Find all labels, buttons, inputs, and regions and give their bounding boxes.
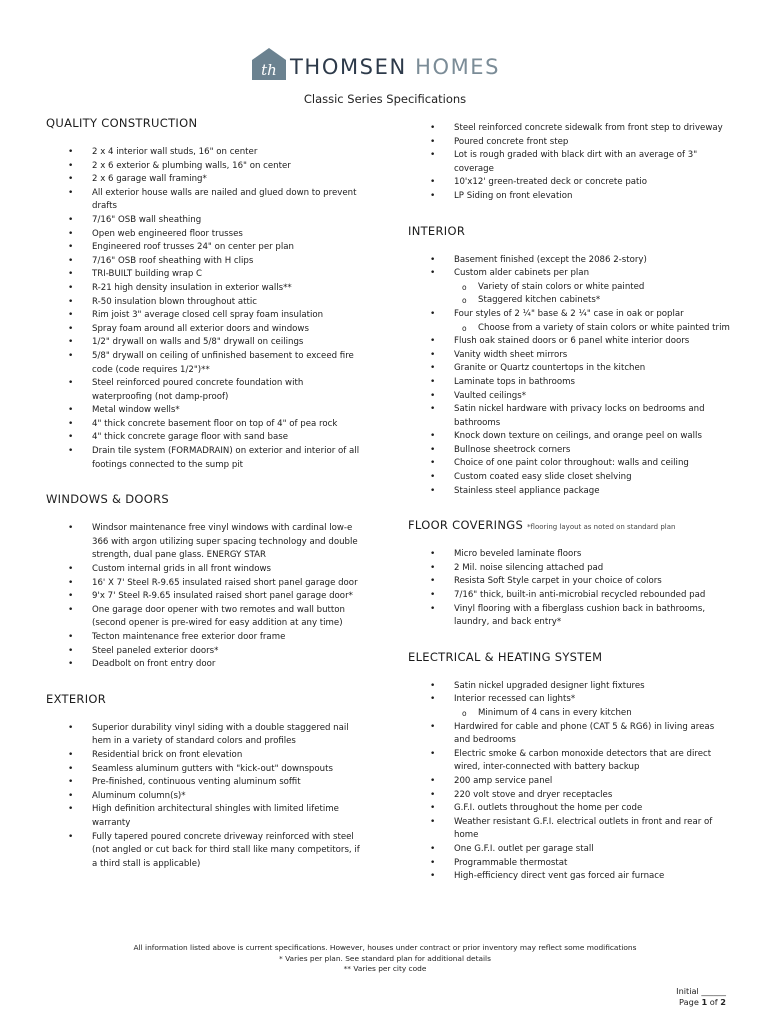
list-item: • 5/8" drywall on ceiling of unfinished basement to exceed fire code (code requires 1/2")** bbox=[46, 350, 366, 377]
logo-letters: th bbox=[261, 61, 277, 79]
page-of: of bbox=[707, 997, 721, 1007]
floor-list bbox=[408, 548, 732, 630]
list-item: • 7/16" OSB roof sheathing with H clips bbox=[46, 255, 366, 269]
list-item: • Flush oak stained doors or 6 panel white interior doors bbox=[408, 335, 732, 349]
page-prefix: Page bbox=[679, 997, 702, 1007]
floor-title-note: *flooring layout as noted on standard plan bbox=[527, 523, 676, 532]
initial-and-page bbox=[676, 986, 726, 1008]
list-item: • Granite or Quartz countertops in the kitchen bbox=[408, 362, 732, 376]
section-title-interior: INTERIOR bbox=[408, 223, 466, 238]
list-item: • Steel reinforced poured concrete foundation with waterproofing (not damp-proof) bbox=[46, 377, 366, 404]
sub-list-item: o Minimum of 4 cans in every kitchen bbox=[408, 707, 732, 721]
footer-city-note: ** Varies per city code bbox=[343, 964, 427, 974]
exterior-list bbox=[46, 722, 366, 872]
list-item: • Four styles of 2 ¼" base & 2 ¼" case in oak or poplar bbox=[408, 308, 732, 322]
list-item: • Engineered roof trusses 24" on center per plan bbox=[46, 241, 366, 255]
list-item: • 2 x 6 exterior & plumbing walls, 16" on center bbox=[46, 160, 366, 174]
list-item: • Resista Soft Style carpet in your choice of colors bbox=[408, 575, 732, 589]
list-item: • Interior recessed can lights* bbox=[408, 693, 732, 707]
list-item: • Vaulted ceilings* bbox=[408, 390, 732, 404]
list-item: • Laminate tops in bathrooms bbox=[408, 376, 732, 390]
list-item: • Satin nickel hardware with privacy locks on bedrooms and bathrooms bbox=[408, 403, 732, 430]
sub-list-item: o Variety of stain colors or white painted bbox=[408, 281, 732, 295]
list-item: • 200 amp service panel bbox=[408, 775, 732, 789]
list-item: • Vinyl flooring with a fiberglass cushion back in bathrooms, laundry, and back entry* bbox=[408, 603, 732, 630]
list-item: • Lot is rough graded with black dirt with an average of 3" coverage bbox=[408, 149, 732, 176]
list-item: • Knock down texture on ceilings, and orange peel on walls bbox=[408, 430, 732, 444]
list-item: • G.F.I. outlets throughout the home per code bbox=[408, 802, 732, 816]
floor-title-text: FLOOR COVERINGS bbox=[408, 518, 524, 533]
list-item: • Fully tapered poured concrete driveway reinforced with steel (not angled or cut back for third stall like many competitors, if a third stall is applicable) bbox=[46, 831, 366, 872]
list-item: • 2 x 4 interior wall studs, 16" on center bbox=[46, 146, 366, 160]
page-indicator bbox=[676, 997, 726, 1008]
list-item: • Custom coated easy slide closet shelving bbox=[408, 471, 732, 485]
list-item: • LP Siding on front elevation bbox=[408, 190, 732, 204]
list-item: • Basement finished (except the 2086 2-story) bbox=[408, 254, 732, 268]
exterior-continued-list bbox=[408, 122, 732, 204]
quality-list bbox=[46, 146, 366, 472]
list-item: • TRI-BUILT building wrap C bbox=[46, 268, 366, 282]
list-item: • Open web engineered floor trusses bbox=[46, 228, 366, 242]
list-item: • 10'x12' green-treated deck or concrete patio bbox=[408, 176, 732, 190]
list-item: • 7/16" OSB wall sheathing bbox=[46, 214, 366, 228]
list-item: • Rim joist 3" average closed cell spray foam insulation bbox=[46, 309, 366, 323]
list-item: • High definition architectural shingles with limited lifetime warranty bbox=[46, 803, 366, 830]
list-item: • Steel paneled exterior doors* bbox=[46, 645, 366, 659]
list-item: • Custom alder cabinets per plan bbox=[408, 267, 732, 281]
page-number: 1 bbox=[701, 997, 708, 1007]
list-item: • Windsor maintenance free vinyl windows with cardinal low-e 366 with argon utilizing super spacing technology and double strength, dual pane glass. ENERGY STAR bbox=[46, 522, 366, 563]
list-item: • Weather resistant G.F.I. electrical outlets in front and rear of home bbox=[408, 816, 732, 843]
list-item: • Vanity width sheet mirrors bbox=[408, 349, 732, 363]
list-item: • Choice of one paint color throughout: walls and ceiling bbox=[408, 457, 732, 471]
list-item: • High-efficiency direct vent gas forced air furnace bbox=[408, 870, 732, 884]
section-title-exterior: EXTERIOR bbox=[46, 691, 107, 706]
list-item: • Drain tile system (FORMADRAIN) on exterior and interior of all footings connected to the sump pit bbox=[46, 445, 366, 472]
list-item: • Programmable thermostat bbox=[408, 857, 732, 871]
footer-disclaimer: All information listed above is current specifications. However, houses under contract or prior inventory may reflect some modifications bbox=[133, 943, 637, 952]
list-item: • 7/16" thick, built-in anti-microbial recycled rebounded pad bbox=[408, 589, 732, 603]
list-item: • 4" thick concrete basement floor on top of 4" of pea rock bbox=[46, 418, 366, 432]
section-title-windows: WINDOWS & DOORS bbox=[46, 492, 169, 507]
list-item: • Metal window wells* bbox=[46, 404, 366, 418]
sub-list-item: o Staggered kitchen cabinets* bbox=[408, 294, 732, 308]
windows-list bbox=[46, 522, 366, 672]
document-title: Classic Series Specifications bbox=[303, 92, 467, 106]
list-item: • R-50 insulation blown throughout attic bbox=[46, 296, 366, 310]
list-item: • R-21 high density insulation in exterior walls** bbox=[46, 282, 366, 296]
list-item: • 220 volt stove and dryer receptacles bbox=[408, 789, 732, 803]
list-item: • 2 Mil. noise silencing attached pad bbox=[408, 562, 732, 576]
list-item: • One garage door opener with two remotes and wall button (second opener is pre-wired for easy addition at any time) bbox=[46, 604, 366, 631]
brand-part2: HOMES bbox=[415, 55, 501, 79]
list-item: • 4" thick concrete garage floor with sand base bbox=[46, 431, 366, 445]
list-item: • Residential brick on front elevation bbox=[46, 749, 366, 763]
list-item: • One G.F.I. outlet per garage stall bbox=[408, 843, 732, 857]
list-item: • Stainless steel appliance package bbox=[408, 485, 732, 499]
electrical-list bbox=[408, 680, 732, 884]
list-item: • Poured concrete front step bbox=[408, 136, 732, 150]
list-item: • Electric smoke & carbon monoxide detectors that are direct wired, inter-connected with battery backup bbox=[408, 748, 732, 775]
list-item: • Spray foam around all exterior doors and windows bbox=[46, 323, 366, 337]
footer-plan-note: * Varies per plan. See standard plan for additional details bbox=[279, 953, 491, 963]
list-item: • Pre-finished, continuous venting aluminum soffit bbox=[46, 776, 366, 790]
section-title-quality: QUALITY CONSTRUCTION bbox=[46, 116, 198, 130]
brand-part1: THOMSEN bbox=[290, 55, 407, 79]
list-item: • Tecton maintenance free exterior door frame bbox=[46, 631, 366, 645]
brand-name bbox=[290, 55, 500, 79]
list-item: • Superior durability vinyl siding with a double staggered nail hem in a variety of standard colors and profiles bbox=[46, 722, 366, 749]
section-title-floor bbox=[408, 518, 732, 532]
list-item: • Satin nickel upgraded designer light fixtures bbox=[408, 680, 732, 694]
list-item: • 1/2" drywall on walls and 5/8" drywall on ceilings bbox=[46, 336, 366, 350]
list-item: • Micro beveled laminate floors bbox=[408, 548, 732, 562]
initial-field: Initial ______ bbox=[676, 986, 726, 996]
list-item: • 16' X 7' Steel R-9.65 insulated raised short panel garage door bbox=[46, 577, 366, 591]
list-item: • Deadbolt on front entry door bbox=[46, 658, 366, 672]
interior-list bbox=[408, 254, 732, 499]
list-item: • Bullnose sheetrock corners bbox=[408, 444, 732, 458]
footer-notes bbox=[0, 943, 770, 975]
list-item: • All exterior house walls are nailed and glued down to prevent drafts bbox=[46, 187, 366, 214]
sub-list-item: o Choose from a variety of stain colors or white painted trim bbox=[408, 322, 732, 336]
list-item: • 9'x 7' Steel R-9.65 insulated raised short panel garage door* bbox=[46, 590, 366, 604]
thomsen-logo-icon bbox=[252, 48, 286, 80]
right-column bbox=[408, 122, 732, 904]
list-item: • Aluminum column(s)* bbox=[46, 790, 366, 804]
list-item: • Seamless aluminum gutters with "kick-out" downspouts bbox=[46, 763, 366, 777]
list-item: • Hardwired for cable and phone (CAT 5 & RG6) in living areas and bedrooms bbox=[408, 721, 732, 748]
left-column bbox=[46, 116, 366, 891]
page-total: 2 bbox=[720, 997, 726, 1007]
header bbox=[0, 46, 770, 86]
list-item: • Steel reinforced concrete sidewalk from front step to driveway bbox=[408, 122, 732, 136]
list-item: • 2 x 6 garage wall framing* bbox=[46, 173, 366, 187]
list-item: • Custom internal grids in all front windows bbox=[46, 563, 366, 577]
section-title-electrical: ELECTRICAL & HEATING SYSTEM bbox=[408, 649, 603, 664]
